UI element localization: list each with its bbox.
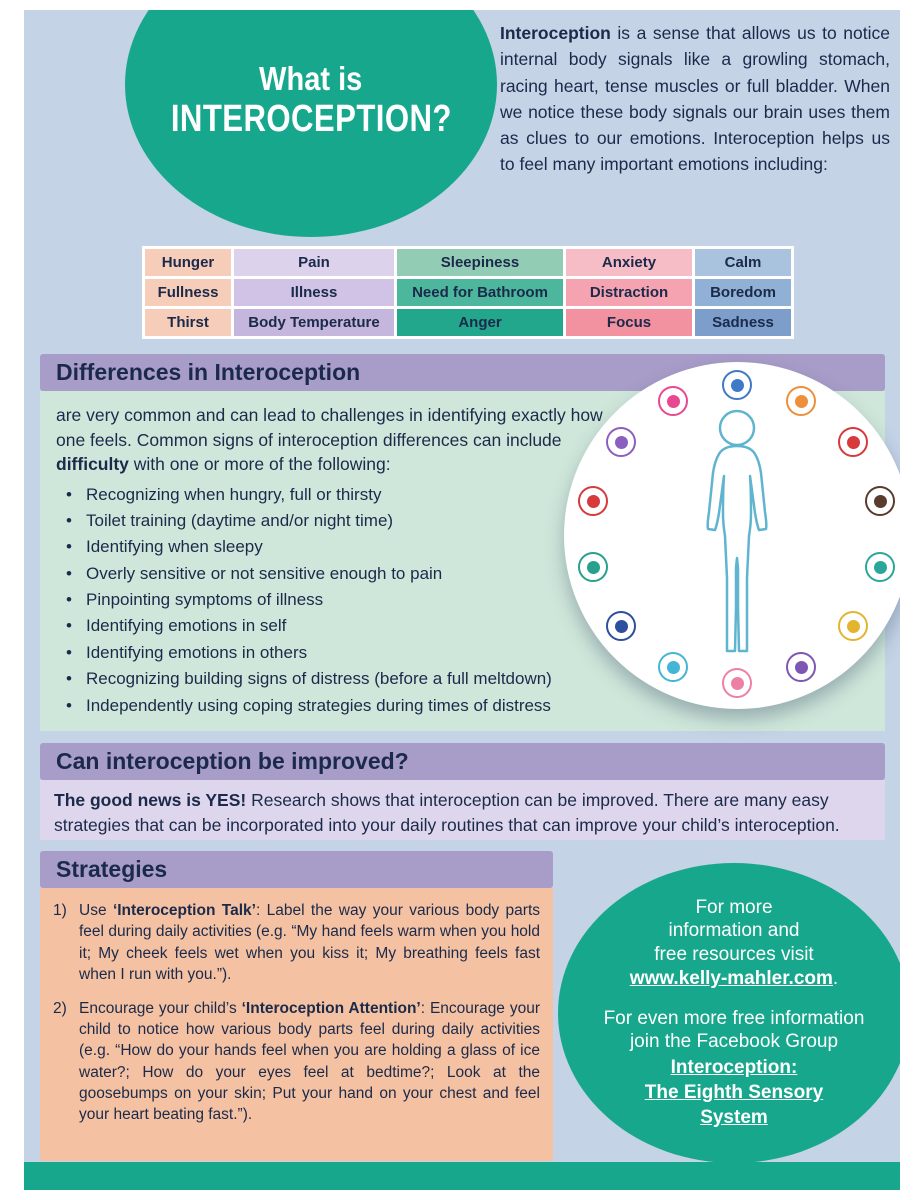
bladder-icon [722, 370, 752, 400]
emotion-cell: Hunger [145, 249, 231, 276]
infographic-page [24, 10, 900, 1190]
info-text-resources [630, 896, 838, 991]
strategy-text-pre: Encourage your child’s [79, 999, 242, 1017]
improved-section-header: Can interoception be improved? [40, 743, 885, 780]
differences-intro-text: are very common and can lead to challenges in identifying exactly how one feels. Common signs of interoception differences can include [56, 405, 603, 450]
difference-item: • Recognizing building signs of distress (before a full meltdown) [56, 669, 636, 689]
tongue-icon [786, 652, 816, 682]
emotion-cell: Need for Bathroom [397, 279, 563, 306]
strategy-text [79, 998, 540, 1126]
link-suffix: . [832, 967, 839, 989]
emotion-cell: Fullness [145, 279, 231, 306]
info-line: join the Facebook Group [629, 1031, 839, 1053]
difference-item: • Identifying emotions in others [56, 643, 636, 663]
strategy-text-pre: Use [79, 902, 113, 919]
difference-item: • Toilet training (daytime and/or night time) [56, 511, 636, 531]
difference-item: • Overly sensitive or not sensitive enough to pain [56, 564, 636, 584]
footer-bar [24, 1162, 900, 1190]
body-diagram [564, 362, 900, 709]
info-line: information and [668, 920, 800, 942]
emotion-cell: Pain [234, 249, 394, 276]
differences-intro [56, 403, 604, 477]
intestines-icon [606, 611, 636, 641]
intro-text: is a sense that allows us to notice internal body signals like a growling stomach, racing heart, tense muscles or full bladder. When we notice these body signals our brain uses them as clues to our emotions. Interoception helps us to feel many important emotions including: [500, 23, 890, 175]
improved-text-rest: Research shows that interoception can be improved. There are many easy strategies that can be incorporated into your daily routines that can improve your child’s interoception. [54, 790, 840, 835]
improved-section-body [40, 780, 885, 840]
brain-icon [606, 427, 636, 457]
emotion-cell: Anxiety [566, 249, 692, 276]
strategy-item [53, 900, 540, 986]
human-body-outline [682, 408, 792, 660]
difference-item: • Pinpointing symptoms of illness [56, 590, 636, 610]
strategies-section-body [40, 888, 553, 1161]
info-circle [558, 863, 900, 1163]
emotion-cell: Illness [234, 279, 394, 306]
strategy-text-post: : Encourage your child to notice how various body parts feel during daily activities (e.g. “How do your hands feel when you are holding a glass of ice water?; How do your eyes feel at bedtime?; Look at the goosebumps on your skin; Put your hand on your chest and feel your heart beating fast.”). [79, 999, 540, 1124]
emotion-cell: Focus [566, 309, 692, 336]
strategy-text-bold: ‘Interoception Attention’ [241, 999, 421, 1017]
facebook-group-link-line[interactable]: System [700, 1106, 768, 1128]
heart-icon [578, 486, 608, 516]
strategy-text-post: : Label the way your various body parts feel during daily activities (e.g. “My hand feels warm when you hold it; My cheek feels wet when you kiss it; My breathing feels fast when I run with you.”). [79, 902, 541, 984]
differences-list [56, 485, 636, 717]
facebook-group-link-line[interactable]: The Eighth Sensory [644, 1081, 824, 1103]
improved-text [54, 788, 871, 837]
page-title-prefix: What is [259, 60, 363, 97]
facebook-group-link[interactable] [645, 1056, 823, 1130]
emotion-cell: Calm [695, 249, 791, 276]
lungs-icon [578, 552, 608, 582]
emotion-cell: Boredom [695, 279, 791, 306]
mouth-icon [722, 668, 752, 698]
intro-paragraph [442, 20, 890, 185]
facebook-group-link-line[interactable]: Interoception: [670, 1057, 798, 1079]
lips-icon [838, 427, 868, 457]
nose-icon [838, 611, 868, 641]
ellipse-text-wrap-spacer [442, 20, 500, 185]
strategy-text [79, 900, 540, 986]
difference-item: • Identifying emotions in self [56, 616, 636, 636]
emotion-cell: Sleepiness [397, 249, 563, 276]
kelly-mahler-link[interactable]: www.kelly-mahler.com [629, 967, 833, 989]
differences-section-header: Differences in Interoception [40, 354, 885, 391]
info-text-facebook [604, 1007, 865, 1055]
emotion-cell: Anger [397, 309, 563, 336]
emotions-table [142, 246, 794, 339]
strategy-number: 1) [53, 902, 67, 919]
info-line: For more [695, 896, 773, 918]
emotion-cell: Distraction [566, 279, 692, 306]
improved-text-bold: The good news is YES! [54, 790, 247, 810]
difference-item: • Independently using coping strategies during times of distress [56, 696, 636, 716]
strategy-text-bold: ‘Interoception Talk’ [112, 902, 256, 919]
difference-item: • Recognizing when hungry, full or thirsty [56, 485, 636, 505]
eyes-icon [865, 486, 895, 516]
strategy-item [53, 998, 540, 1126]
thermometer-icon [658, 652, 688, 682]
strategies-section-header: Strategies [40, 851, 553, 888]
differences-intro-bold: difficulty [56, 454, 129, 474]
emotion-cell: Thirst [145, 309, 231, 336]
stomach-icon [658, 386, 688, 416]
differences-intro-text-end: with one or more of the following: [128, 454, 391, 474]
emotion-cell: Sadness [695, 309, 791, 336]
skin-icon [786, 386, 816, 416]
intro-bold-term: Interoception [500, 23, 611, 43]
ear-icon [865, 552, 895, 582]
info-line: free resources visit [654, 944, 814, 966]
page-title: INTEROCEPTION? [170, 98, 452, 140]
difference-item: • Identifying when sleepy [56, 537, 636, 557]
info-line: For even more free information [603, 1007, 865, 1029]
emotion-cell: Body Temperature [234, 309, 394, 336]
strategy-number: 2) [53, 999, 67, 1017]
